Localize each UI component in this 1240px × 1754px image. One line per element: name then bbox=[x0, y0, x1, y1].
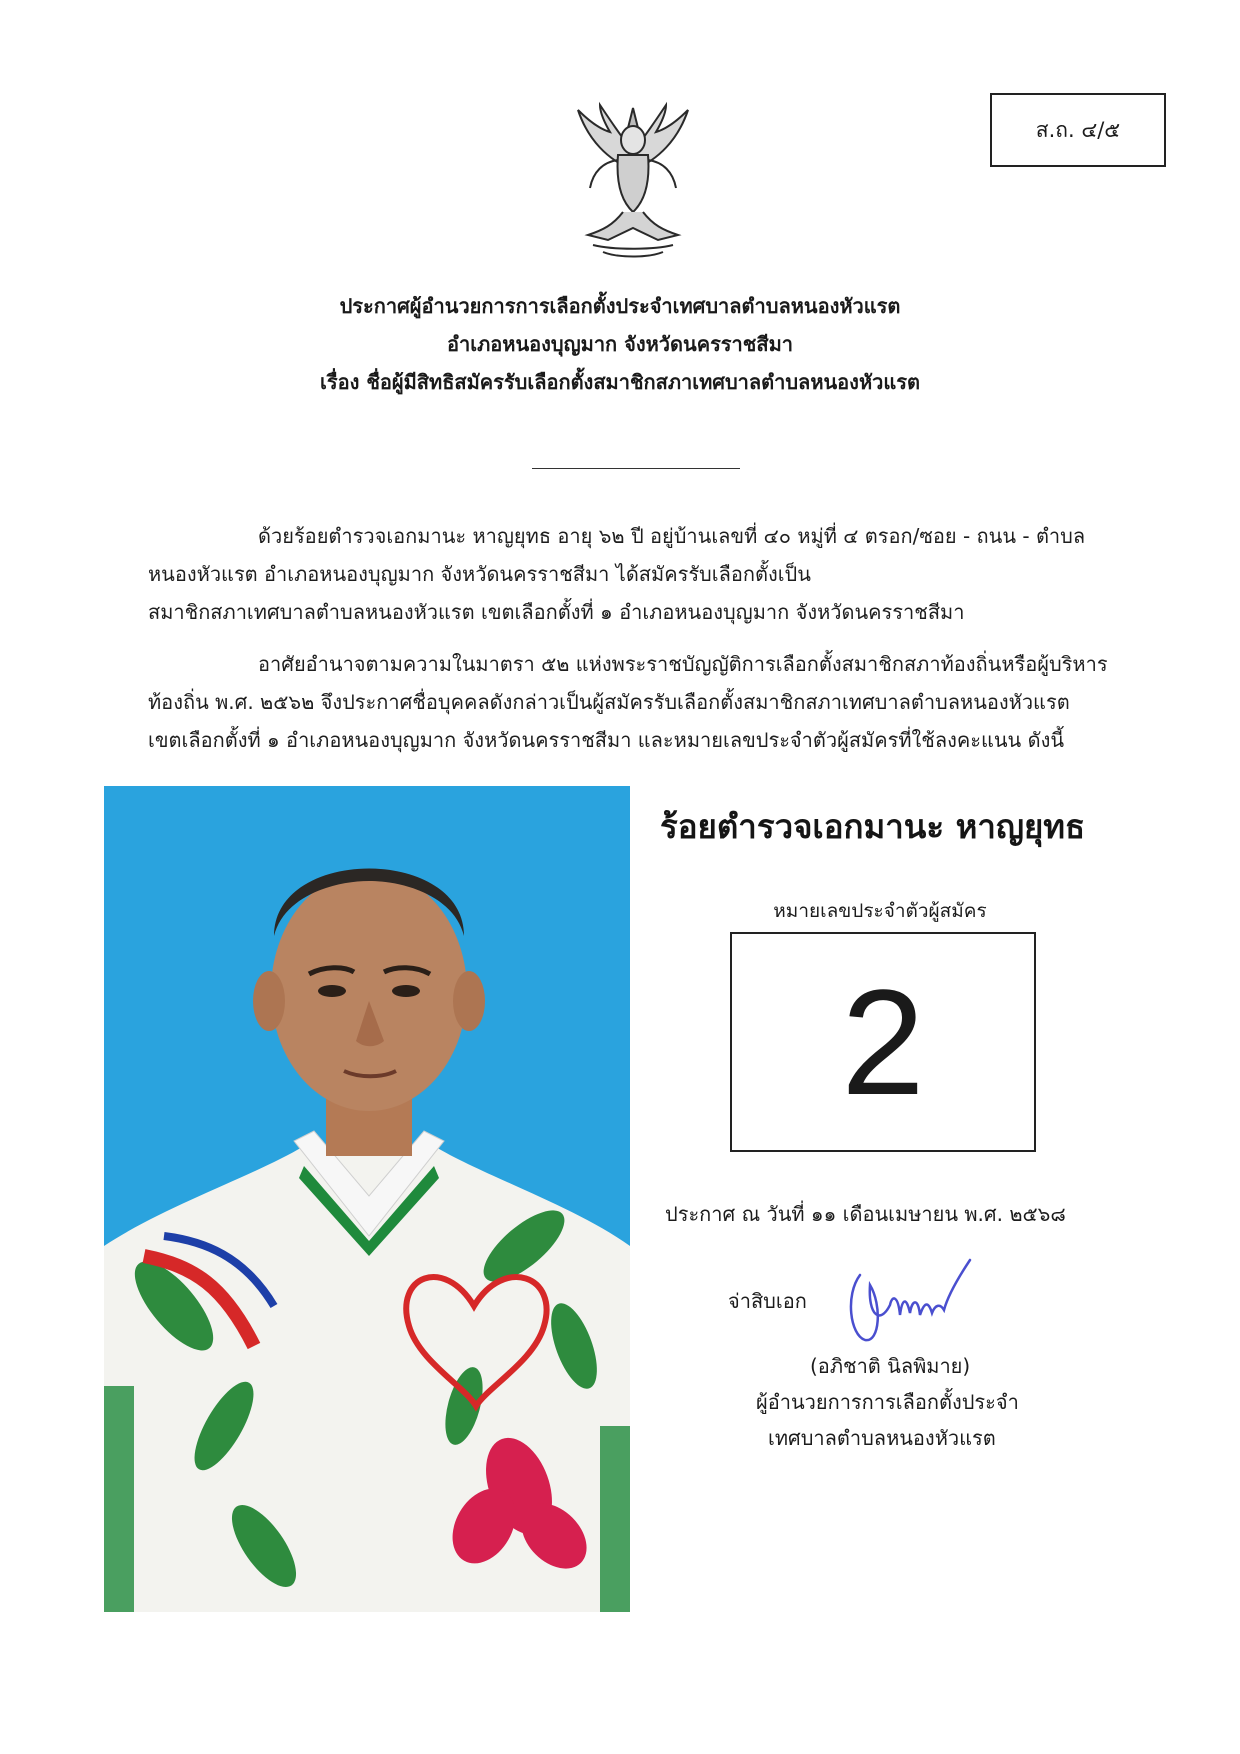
candidate-number-box bbox=[730, 932, 1036, 1152]
candidate-number: 2 bbox=[841, 958, 925, 1126]
form-code-box bbox=[990, 93, 1166, 167]
para2-line-3: เขตเลือกตั้งที่ ๑ อำเภอหนองบุญมาก จังหวัดนครราชสีมา และหมายเลขประจำตัวผู้สมัครที่ใช้ลงคะแนน ดังนี้ bbox=[148, 728, 1065, 752]
signer-rank: จ่าสิบเอก bbox=[728, 1289, 807, 1313]
para1-line-2: หนองหัวแรต อำเภอหนองบุญมาก จังหวัดนครราชสีมา ได้สมัครรับเลือกตั้งเป็น bbox=[148, 562, 811, 586]
candidate-name: ร้อยตำรวจเอกมานะ หาญยุทธ bbox=[660, 807, 1086, 846]
candidate-photo bbox=[104, 786, 630, 1612]
para1-line-3: สมาชิกสภาเทศบาลตำบลหนองหัวแรต เขตเลือกตั้งที่ ๑ อำเภอหนองบุญมาก จังหวัดนครราชสีมา bbox=[148, 600, 965, 624]
form-code: ส.ถ. ๔/๕ bbox=[1035, 117, 1121, 142]
candidate-number-caption: หมายเลขประจำตัวผู้สมัคร bbox=[773, 900, 987, 922]
garuda-emblem-icon bbox=[548, 100, 718, 270]
signer-position-line-2: เทศบาลตำบลหนองหัวแรต bbox=[768, 1426, 996, 1450]
signer-name: (อภิชาติ นิลพิมาย) bbox=[810, 1354, 971, 1378]
heading-line-1: ประกาศผู้อำนวยการการเลือกตั้งประจำเทศบาลตำบลหนองหัวแรต bbox=[339, 294, 901, 318]
heading-line-2: อำเภอหนองบุญมาก จังหวัดนครราชสีมา bbox=[447, 332, 793, 356]
heading-line-3: เรื่อง ชื่อผู้มีสิทธิสมัครรับเลือกตั้งสมาชิกสภาเทศบาลตำบลหนองหัวแรต bbox=[320, 370, 920, 394]
signer-position-line-1: ผู้อำนวยการการเลือกตั้งประจำ bbox=[756, 1390, 1019, 1414]
divider bbox=[532, 468, 740, 469]
announcement-date: ประกาศ ณ วันที่ ๑๑ เดือนเมษายน พ.ศ. ๒๕๖๘ bbox=[665, 1202, 1066, 1226]
para1-line-1: ด้วยร้อยตำรวจเอกมานะ หาญยุทธ อายุ ๖๒ ปี อยู่บ้านเลขที่ ๔๐ หมู่ที่ ๔ ตรอก/ซอย - ถนน - ตำบล bbox=[258, 524, 1086, 548]
signature-icon bbox=[840, 1255, 980, 1355]
para2-line-1: อาศัยอำนาจตามความในมาตรา ๕๒ แห่งพระราชบัญญัติการเลือกตั้งสมาชิกสภาท้องถิ่นหรือผู้บริหาร bbox=[258, 652, 1108, 676]
para2-line-2: ท้องถิ่น พ.ศ. ๒๕๖๒ จึงประกาศชื่อบุคคลดังกล่าวเป็นผู้สมัครรับเลือกตั้งสมาชิกสภาเทศบาลตำบลหนองหัวแรต bbox=[148, 690, 1070, 714]
